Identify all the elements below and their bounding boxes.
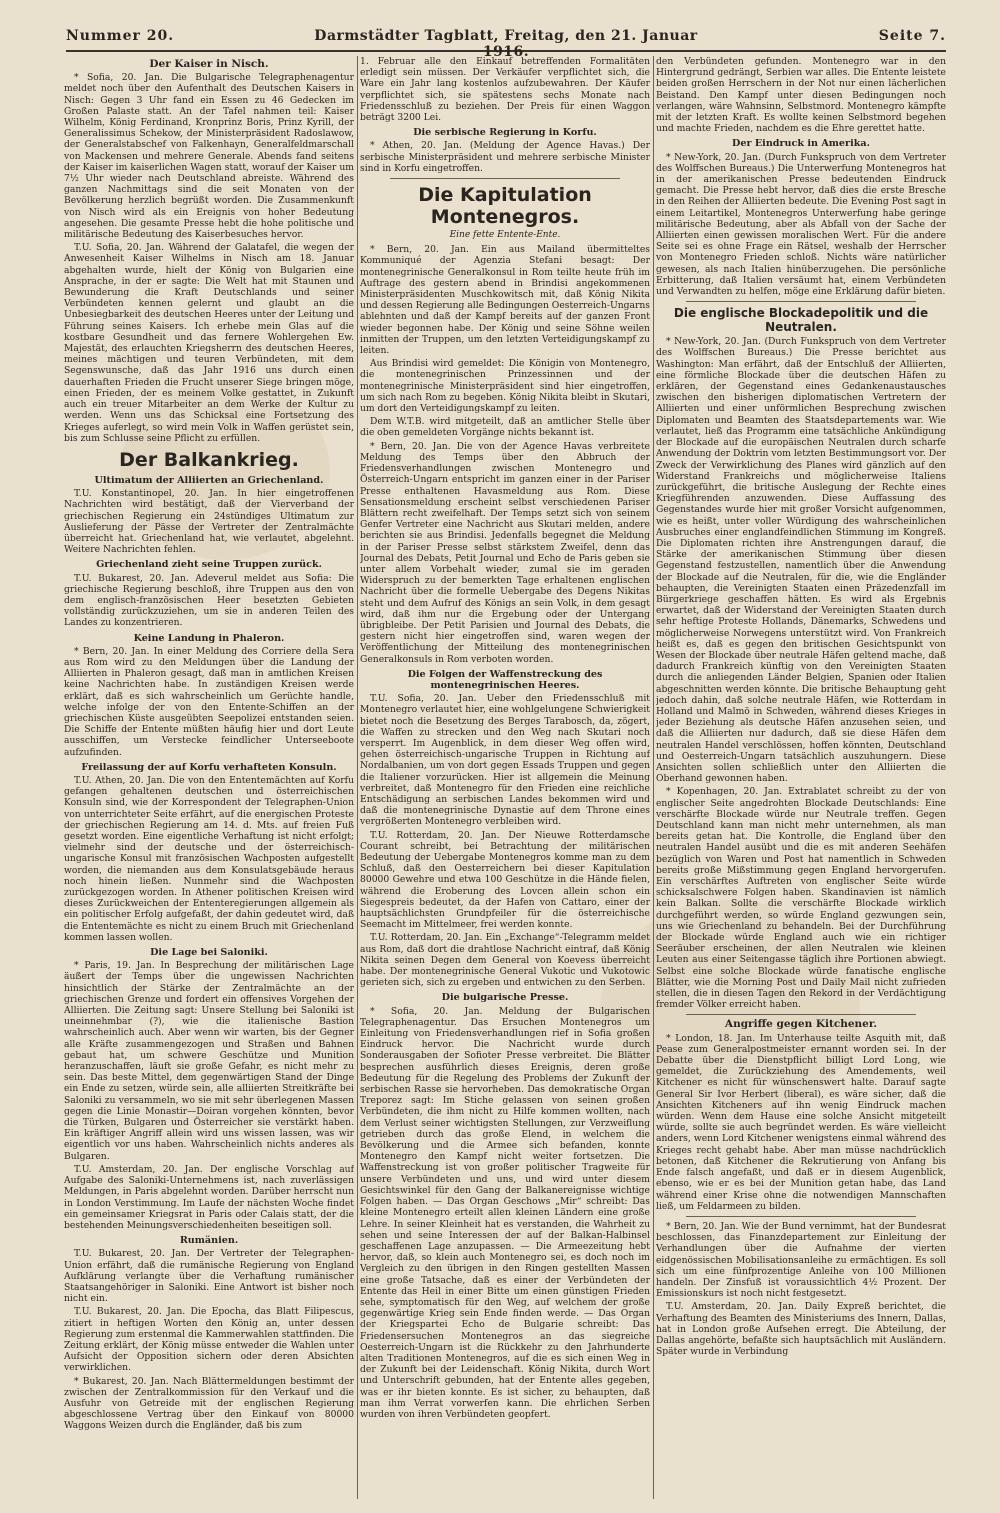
article-paragraph: Aus Brindisi wird gemeldet: Die Königin von Montenegro, die montenegrinischen Prinzessinnen und der montenegrinische Ministerpräsident sind hier eingetroffen, um sich nach Rom zu begeben. König Nikita bleibt in Skutari, um dort den Verteidigungskampf zu leiten. [360, 358, 650, 415]
separator-rule [686, 301, 916, 302]
article-paragraph: T.U. Sofia, 20. Jan. Während der Galatafel, die wegen der Anwesenheit Kaiser Wilhelms in Nisch am 18. Januar abgehalten wurde, hielt der König von Bulgarien eine Ansprache, in der er sagte: Die Welt hat mit Staunen und Bewunderung die Kraft Deutschlands und seiner Verbündeten kennen gelernt und glaubt an die Unbesiegbarkeit des deutschen Heeres unter der Leitung und Führung seines Kaisers. Ich erhebe mein Glas auf die kostbare Gesundheit und das fernere Wohlergehen Ew. Majestät, des erlauchten Kriegsherrn des deutschen Heeres, meines mächtigen und teuren Verbündeten, mit dem Segenswunsche, daß das Jahr 1916 uns durch einen dauerhaften Frieden die Frucht unserer Siege bringen möge, einen Frieden, der es meinem Volke gestattet, in Zukunft auch ein treuer Mitarbeiter an dem Werke der Kultur zu werden. Wenn uns das Schicksal eine Fortsetzung des Krieges auferlegt, so wird mein Volk in Waffen gerüstet sein, bis zum Schlusse seine Pflicht zu erfüllen. [64, 242, 354, 444]
article-paragraph: Dem W.T.B. wird mitgeteilt, daß an amtlicher Stelle über die oben gemeldeten Vorgänge nichts bekannt ist. [360, 416, 650, 439]
article-paragraph: T.U. Rotterdam, 20. Jan. Ein „Exchange“-Telegramm meldet aus Rom, daß dort die drahtlose Nachricht eintraf, daß König Nikita seinen Degen dem General von Koevess überreicht habe. Der montenegrinische General Vukotic und Vukotowic gerieten sich, sich zu ergeben und entwichen zu den Serben. [360, 932, 650, 989]
subheadline: Angriffe gegen Kitchener. [724, 1018, 878, 1031]
headline-kapitulation-montenegros: Die Kapitulation Montenegros. [418, 184, 592, 229]
article-paragraph: T.U. Bukarest, 20. Jan. Der Vertreter der Telegraphen-Union erfährt, daß die rumänische Regierung von England Aufklärung verlangte über die Verhaftung rumänischer Staatsangehöriger in Saloniki. Eine Antwort ist bisher noch nicht ein. [64, 1248, 354, 1305]
subheadline: Die Folgen der Waffenstreckung des montenegrinischen Heeres. [407, 668, 603, 691]
subheadline: Ultimatum der Alliierten an Griechenland. [94, 474, 324, 486]
column-2 [360, 56, 650, 1501]
article-paragraph: T.U. Rotterdam, 20. Jan. Der Nieuwe Rotterdamsche Courant schreibt, bei Betrachtung der militärischen Bedeutung der Uebergabe Montenegros komme man zu dem Schluß, daß den Oesterreichern bei dieser Kapitulation 80000 Gewehre und etwa 100 Geschütze in die Hände fielen, während die Eroberung des Lovcen allein schon ein Siegespreis bedeutet, da der Hafen von Cattaro, einer der hauptsächlichsten Grundpfeiler für die österreichische Seemacht im Mittelmeer, frei werden konnte. [360, 829, 650, 931]
subheadline: Die serbische Regierung in Korfu. [413, 127, 597, 139]
article-paragraph: * Paris, 19. Jan. In Besprechung der militärischen Lage äußert der Temps über die ungewissen Nachrichten hinsichtlich der Stärke der Zentralmächte an der griechischen Grenze und fordert ein offensives Vorgehen der Alliierten. Die Zeitung sagt: Unsere Stellung bei Saloniki ist uneinnehmbar (?), wie die italienische Bastion wahrscheinlich auch. Aber wenn wir warten, bis der Gegner alle Kräfte zusammengezogen und Straßen und Bahnen gebaut hat, um schwere Geschütze und Munition heranzuschaffen, läuft sie große Gefahr, es nicht mehr zu sein. Das beste Mittel, dem gegenwärtigen Stand der Dinge ein Ende zu setzen, würde sein, alle alliierten Streitkräfte bei Saloniki zu versammeln, wo sie mit sehr überlegenen Massen gegen die Linie Monastir—Doiran vorgehen könnten, bevor die Türken, Bulgaren und Österreicher sie verstärkt haben. Ein kräftiger Angriff allein wird uns wissen lassen, was wir eigentlich vor uns haben. Wahrscheinlich nichts anderes als Bulgaren. [64, 960, 354, 1162]
article-paragraph: * New-York, 20. Jan. (Durch Funkspruch von dem Vertreter des Wolffschen Bureaus.) Die Presse berichtet aus Washington: Man erfährt, daß der Entschluß der Alliierten, eine förmliche Blockade über die deutschen Häfen zu erklären, der Gegenstand eines Gedankenaustausches zwischen den bisherigen diplomatischen Vertretern der Alliierten und einer unförmlichen Besprechung zwischen Diplomaten und Beamten des Staatsdepartements war. Wie verlautet, ließ das Programm eine tatsächliche Ankündigung der Blockade auf die europäischen Neutralen durch scharfe Anwendung der Doktrin vom letzten Bestimmungsort vor. Der Zweck der Verwirklichung des Planes wird gänzlich auf den Widerstand Frankreichs und möglicherweise Italiens zurückgeführt, die britische Auslegung der Rechte eines Kriegführenden anzuwenden. Diese Auffassung des Gegenstandes wurde hier mit großer Vorsicht aufgenommen, wie es heißt, unter voller Würdigung des wahrscheinlichen Ausbruches einer englandfeindlichen Stimmung im Kongreß. Die Diplomaten richten ihre Anstrengungen darauf, die Stärke der amerikanischen Stimmung über diesen Gegenstand festzustellen, namentlich über die Anwendung der Blockade auf die Neutralen, für die, wie die Engländer behaupten, die Vereinigten Staaten einen Präzedenzfall im Bürgerkriege geschaffen hätten. Es wird als Ergebnis erwartet, daß der Widerstand der Vereinigten Staaten durch sehr heftige Proteste Hollands, Dänemarks, Schwedens und möglicherweise Norwegens unterstützt wird. Von Frankreich heißt es, daß es gegen den britischen Gesichtspunkt von Wesen der Blockade über neutrale Häfen geltend mache, daß dadurch Frankreich künftig von den Vereinigten Staaten durch die anliegenden Länder Belgien, Spanien oder Italien abgeschnitten werden könnte. Die britische Behauptung geht jedoch dahin, daß solche neutrale Häfen, wie Rotterdam in Holland und Malmö in Schweden, während dieses Krieges in jeder Beziehung als deutsche Häfen anzusehen seien, und daß die Alliierten nur dadurch, daß sie diese Häfen dem neutralen Handel verschlössen, hoffen könnten, Deutschland und Oesterreich-Ungarn tatsächlich auszuhungern. Diese Ansichten sollen schließlich unter den Alliierten die Oberhand gewonnen haben. [656, 336, 946, 785]
headline-kaiser-nisch: Der Kaiser in Nisch. [149, 58, 269, 70]
article-paragraph: T.U. Sofia, 20. Jan. Ueber den Friedensschluß mit Montenegro verlautet hier, eine wohlgelungene Schwierigkeit bietet noch die Besetzung des Berges Tarabosch, da, zögert, die Waffen zu strecken und den Weg nach Skutari noch versperrt. Im Augenblick, in dem dieser Weg offen wird, gehen österreichisch-ungarische Truppen in Richtung auf Nordalbanien, um von dort gegen Essads Truppen und gegen die Italiener vorzurücken. Hier ist allgemein die Meinung verbreitet, daß Montenegro für den Frieden eine reichliche Entschädigung an serbischen Landes bekommen wird und daß die montenegrinische Dynastie auf dem Throne eines vergrößerten Montenegro verbleiben wird. [360, 693, 650, 828]
article-paragraph: * Bern, 20. Jan. Wie der Bund vernimmt, hat der Bundesrat beschlossen, das Finanzdepartement zur Einleitung der Verhandlungen über die Aufnahme der vierten eidgenössischen Mobilisationsanleihe zu ermächtigen. Es soll sich um eine fünfprozentige Anleihe von 100 Millionen handeln. Der Zinsfuß ist voraussichtlich 4½ Prozent. Der Emissionskurs ist noch nicht festgesetzt. [656, 1220, 946, 1300]
subheadline: Freilassung der auf Korfu verhafteten Konsuln. [81, 761, 337, 773]
subheadline: Keine Landung in Phaleron. [133, 632, 285, 644]
column-3 [656, 56, 946, 1501]
article-paragraph: * Bern, 20. Jan. Ein aus Mailand übermitteltes Kommuniqué der Agenzia Stefani besagt: Der montenegrinische Generalkonsul in Rom teilte heute früh im Auftrage des gestern abend in Brindisi angekommenen Ministerpräsidenten Muschkowitsch mit, daß König Nikita und dessen Regierung alle Bedingungen Oesterreich-Ungarns ablehnten und daß der Kampf bereits auf der ganzen Front wieder begonnen habe. Der König und seine Söhne weilen inmitten der Truppen, um den letzten Verteidigungskampf zu leiten. [360, 244, 650, 357]
article-paragraph: T.U. Amsterdam, 20. Jan. Der englische Vorschlag auf Aufgabe des Saloniki-Unternehmens ist, nach zuverlässigen Meldungen, in Paris abgelehnt worden. Darüber herrscht nun in London Verstimmung. Im Laufe der nächsten Woche findet ein gemeinsamer Kriegsrat in Paris oder Calais statt, der die bestehenden Meinungsverschiedenheiten beseitigen soll. [64, 1163, 354, 1231]
article-paragraph: T.U. Konstantinopel, 20. Jan. In hier eingetroffenen Nachrichten wird bestätigt, daß der Vierverband der griechischen Regierung ein 24stündiges Ultimatum zur Auslieferung der Pässe der Vertreter der Zentralmächte überreicht hat. Griechenland hat, wie verlautet, abgelehnt. Weitere Nachrichten fehlen. [64, 488, 354, 556]
column-divider [357, 56, 358, 1499]
article-paragraph: T.U. Bukarest, 20. Jan. Die Epocha, das Blatt Filipescus, zitiert in heftigen Worten den König an, unter dessen Regierung zum erstenmal die Kammerwahlen stattfinden. Die Zeitung erklärt, der König müsse entweder die Wahlen unter Aufsicht der Opposition sichern oder deren Absichten verwirklichen. [64, 1306, 354, 1374]
article-paragraph: * Bern, 20. Jan. In einer Meldung des Corriere della Sera aus Rom wird zu den Meldungen über die Landung der Alliierten in Phaleron gesagt, daß man in amtlichen Kreisen keine Nachrichten habe. In zuständigen Kreisen werde erklärt, daß es sich wahrscheinlich um Gerüchte handle, welche infolge der von den Entente-Schiffen an der griechischen Küste ausgeübten Seepolizei entstanden seien. Die Schiffe der Entente müßten häufig hier und dort Leute ausschiffen, um Verstecke feindlicher Unterseeboote aufzufinden. [64, 645, 354, 758]
column-divider [653, 56, 654, 1499]
article-paragraph: * Bukarest, 20. Jan. Nach Blättermeldungen bestimmt der zwischen der Zentralkommission für den Verkauf und die Ausfuhr von Getreide mit der englischen Regierung abgeschlossene Vertrag über den Einkauf von 80000 Waggons Weizen durch die Engländer, daß bis zum [64, 1375, 354, 1432]
article-paragraph: * Kopenhagen, 20. Jan. Extrablatet schreibt zu der von englischer Seite angedrohten Blockade Deutschlands: Eine verschärfte Blockade würde nur Neutrale treffen. Gegen Deutschland kann man nicht mehr unternehmen, als man bereits getan hat. Die Kontrolle, die England über den neutralen Handel ausübt und die es mit anderen Seehäfen bezüglich von Waren und Post hat namentlich in Schweden bereits große Mißstimmung gegen England hervorgerufen. Ein verschärftes Auftreten von englischer Seite würde schicksalschwere Folgen haben. Skandinavien ist nämlich kein Balkan. Sollte die verschärfte Blockade wirklich durchgeführt werden, so würde England gezwungen sein, uns wie Griechenland zu behandeln. Bei der Durchführung der Blockade würde England auch wie ein richtiger Seeräuber erscheinen, der allen Neutralen wie kleinen Leuten aus einer Seitengasse täglich ihre Portionen abwiegt. Selbst eine solche Blockade würde fanatische englische Blätter, wie die Morning Post und Daily Mail nicht zufrieden stellen, die in diesen Tagen den Rekord in der Verdächtigung fremder Völker erreicht haben. [656, 786, 946, 1011]
page-number: Seite 7. [878, 28, 946, 44]
issue-number: Nummer 20. [66, 28, 175, 44]
headline-blockadepolitik: Die englische Blockadepolitik und die Neutralen. [673, 306, 929, 335]
article-paragraph: T.U. Amsterdam, 20. Jan. Daily Expreß berichtet, die Verhaftung des Beamten des Ministeriums des Innern, Dallas, hat in London große Aufsehen erregt. Die Abteilung, der Dallas angehörte, befaßte sich hauptsächlich mit Ausländern. Später wurde in Verbindung [656, 1301, 946, 1358]
separator-rule [686, 1216, 916, 1217]
headline-balkankrieg: Der Balkankrieg. [119, 448, 299, 471]
subtitle: Eine fette Entente-Ente. [449, 230, 561, 241]
article-paragraph: * Athen, 20. Jan. (Meldung der Agence Havas.) Der serbische Ministerpräsident und mehrere serbische Minister sind in Korfu eingetroffen. [360, 140, 650, 174]
subheadline: Griechenland zieht seine Truppen zurück. [96, 559, 322, 571]
separator-rule [686, 1014, 916, 1015]
subheadline: Der Eindruck in Amerika. [732, 138, 870, 150]
article-paragraph: T.U. Athen, 20. Jan. Die von den Ententemächten auf Korfu gefangen gehaltenen deutschen und österreichischen Konsuln sind, wie der Korrespondent der Telegraphen-Union von unterrichteter Seite erfährt, auf die energischen Proteste der griechischen Regierung am 14. d. Mts. auf freien Fuß gesetzt worden. Eine eigentliche Verhaftung ist nicht erfolgt; vielmehr sind der deutsche und der österreichisch-ungarische Konsul mit französischen Wachposten aufgestellt worden, die niemanden aus dem Konsulatsgebäude heraus noch hinein ließen. Nunmehr sind die Wachposten zurückgezogen worden. In Athener politischen Kreisen wird dieses Zurückweichen der Ententeregierungen allgemein als ein politischer Erfolg aufgefaßt, der dahin gedeutet wird, daß die Ententemächte es nicht zu einem Bruch mit Griechenland kommen lassen wollen. [64, 774, 354, 943]
article-paragraph: 1. Februar alle den Einkauf betreffenden Formalitäten erledigt sein müssen. Der Verkäufer verpflichtet sich, die Ware ein Jahr lang kostenlos aufzubewahren. Der Käufer verpflichtet sich, sie spätestens sechs Monate nach Friedensschluß zu beziehen. Der Preis für einen Waggon beträgt 3200 Lei. [360, 56, 650, 124]
article-paragraph: * London, 18. Jan. Im Unterhause teilte Asquith mit, daß Pease zum Generalpostmeister ernannt worden sei. In der Debatte über die Dienstpflicht billigt Lord Long, wie gemeldet, die Zurückziehung des Amendements, weil Kitchener es nicht für wünschenswert halte. Darauf sagte General Sir Ivor Herbert (liberal), es wäre sicher, daß die Ansichten Kitcheners auf ihn wenig Eindruck machen würden. Wenn dem Hause eine solche Ansicht mitgeteilt würde, sollte sie auch begründet werden. Es wäre vielleicht anders, wenn Lord Kitchener wenigstens einmal während des Krieges recht gehabt habe. Aber man müsse nachdrücklich betonen, daß Kitchener die Rekrutierung von Anfang bis Ende falsch angefaßt, und daß er in diesem Augenblick, ebenso, wie er es bei der Munition getan habe, das Land während einer Krise ohne die notwendigen Mannschaften ließ, um Feldarmeen zu bilden. [656, 1032, 946, 1212]
subheadline: Die Lage bei Saloniki. [150, 947, 268, 959]
article-paragraph: T.U. Bukarest, 20. Jan. Adeverul meldet aus Sofia: Die griechische Regierung beschloß, ihre Truppen aus den von dem englisch-französischen Heer besetzten Gebieten vollständig zurückzuziehen, um sie in anderen Teilen des Landes zu konzentrieren. [64, 572, 354, 629]
article-paragraph: den Verbündeten gefunden. Montenegro war in den Hintergrund gedrängt, Serbien war alles. Die Entente leistete beiden großen Herrschern in der Not nur einen lächerlichen Beistand. Den Kampf unter diesen Bedingungen noch verlangen, wäre Wahnsinn, Selbstmord. Montenegro kämpfte mit der letzten Kraft. Es wollte keinen Selbstmord begehen und machte Frieden, nachdem es die Ehre gerettet hatte. [656, 56, 946, 135]
article-paragraph: * Sofia, 20. Jan. Meldung der Bulgarischen Telegraphenagentur. Das Ersuchen Montenegros um Einleitung von Friedensverhandlungen rief in Sofia großen Eindruck hervor. Die Nachricht wurde durch Sonderausgaben der Sofioter Presse verbreitet. Die Blätter besprechen ausführlich dieses Ereignis, deren große Bedeutung für die Regelung des Problems der Zukunft der serbischen Rasse sie hervorheben. Das demokratische Organ Treporez sagt: Im Stiche gelassen von seinen großen Verbündeten, die ihm nicht zu Hilfe kommen wollten, nach dem Verlust seiner wichtigsten Stellungen, zur Verzweiflung getrieben durch das große Elend, in welchem die Bevölkerung und die Armee sich befanden, konnte Montenegro den Kampf nicht weiter fortsetzen. Die Waffenstreckung ist von großer politischer Tragweite für unsere Verbündeten und uns, und wird unter diesem Gesichtswinkel für den Gang der Balkanereignisse wichtige Folgen haben. — Das Organ Geschows „Mir“ schreibt: Das kleine Montenegro erteilt allen kleinen Ländern eine große Lehre. In seiner Kleinheit hat es verstanden, die Wahrheit zu sehen und seine Interessen der auf der Balkan-Halbinsel geschaffenen Lage anzupassen. — Die Armeezeitung hebt hervor, daß, so klein auch Montenegro sei, es doch noch im Vergleich zu den übrigen in den Ringen gestellten Massen eine große Tatsache, daß es einer der Verbündeten der Entente das Heil in einer Bitte um einen günstigen Frieden sehe, symptomatisch für den Weg, auf welchem der große gegenwärtige Krieg sein Ende finden werde. — Das Organ der Kriegspartei Echo de Bulgarie schreibt: Das Friedensersuchen Montenegros an das siegreiche Oesterreich-Ungarn ist die Rückkehr zu den Jahrhunderte alten Traditionen Montenegros, auf die es sich einen Weg in der Zukunft bei der Leidenschaft. König Nikita, durch Wort und Unterschrift gebunden, hat der Entente alles gegeben, was er ihr bieten konnte. Es ist sicher, zu behaupten, daß man ihm Verrat vorwerfen kann. Die ehrlichen Serben wurden von ihren Verbündeten geopfert. [360, 1005, 650, 1420]
article-paragraph: * Bern, 20. Jan. Die von der Agence Havas verbreitete Meldung des Temps über den Abbruch der Friedensverhandlungen zwischen Montenegro und Österreich-Ungarn entspricht im ganzen einer in der Pariser Presse enthaltenen Havasmeldung aus Rom. Diese Sensationsmeldung erscheint selbst verschiedenen Pariser Blättern recht zweifelhaft. Der Temps setzt sich von seinem Genfer Vertreter eine Nachricht aus Skutari melden, andere berichten sie aus Brindisi. Jedenfalls begegnet die Meldung in der Pariser Presse selbst stärkstem Zweifel, denn das Journal des Debats, Petit Journal und Echo de Paris geben sie unter allem Vorbehalt wieder, zumal sie im geraden Widerspruch zu der bemerkten Tage erhaltenen englischen Nachricht über die formelle Uebergabe des Degens Nikitas steht und dem Aufruf des Königs an sein Volk, in dem gesagt wird, daß ihm nur die Ergebung oder der Untergang übrigbleibe. Der Petit Parisien und Journal des Debats, die gestern nicht hier eingetroffen sind, waren wegen der Veröffentlichung der Mitteilung des montenegrinischen Generalkonsuls in Rom verboten worden. [360, 440, 650, 665]
masthead-date: Darmstädter Tagblatt, Freitag, den 21. Januar 1916. [314, 28, 698, 60]
subheadline: Die bulgarische Presse. [441, 992, 569, 1004]
article-paragraph: * New-York, 20. Jan. (Durch Funkspruch von dem Vertreter des Wolffschen Bureaus.) Die Unterwerfung Montenegros hat in der amerikanischen Presse bedeutenden Eindruck gemacht. Die Presse hebt hervor, daß dies die erste Bresche in den Reihen der Alliierten bedeute. Die Evening Post sagt in einem Leitartikel, Montenegros Unterwerfung habe geringe militärische Bedeutung, aber als Abfall von der Sache der Alliierten einen gewissen moralischen Wert. Für die andere Seite sei es ohne Frage ein Rätsel, weshalb der Herrscher von Montenegro Frieden schloß. Nichts wäre natürlicher gewesen, als nach Italien hinüberzugehen. Die persönliche Erbitterung, daß Italien versäumt hat, einem Verbündeten und Verwandten zu helfen, möge eine Erklärung dafür bieten. [656, 151, 946, 298]
subheadline: Rumänien. [179, 1235, 239, 1247]
page-header [66, 28, 946, 60]
article-paragraph: * Sofia, 20. Jan. Die Bulgarische Telegraphenagentur meldet noch über den Aufenthalt des Deutschen Kaisers in Nisch: Gegen 3 Uhr fand ein Essen zu 46 Gedecken im Großen Palaste statt. An der Tafel nahmen teil: Kaiser Wilhelm, König Ferdinand, Kronprinz Boris, Prinz Kyrill, der Generalissimus Schekow, der Ministerpräsident Radoslawow, der Generalstabschef von Falkenhayn, Generalfeldmarschall von Mackensen und mehrere Generale. Abends fand seitens der Kaiser im kaiserlichen Wagen statt, worauf der Kaiser um 7½ Uhr wieder nach Deutschland abreiste. Während des ganzen Nachmittags sind die seit Monaten von der Bevölkerung herzlich begrüßt worden. Die Zusammenkunft von Nisch wird als ein Ereignis von hoher Bedeutung angesehen. Die gesamte Presse hebt die hohe politische und militärische Bedeutung des Kaiserbesuches hervor. [64, 72, 354, 241]
separator-rule [390, 178, 620, 179]
column-1 [64, 56, 354, 1501]
